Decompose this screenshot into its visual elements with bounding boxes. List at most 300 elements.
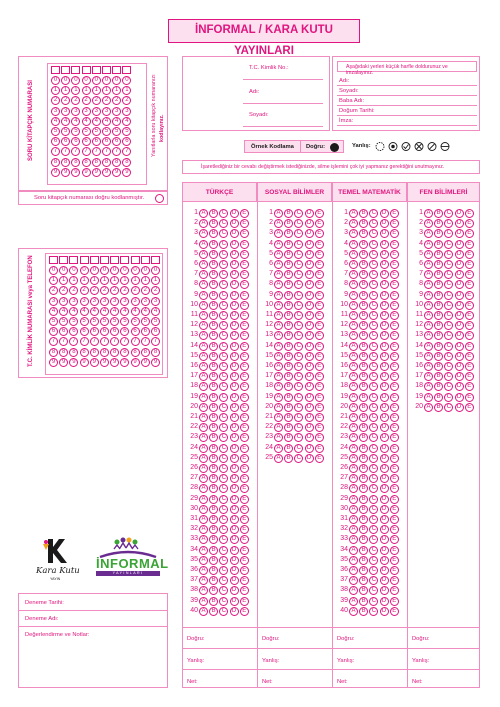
answer-bubble[interactable]: E bbox=[315, 301, 324, 310]
answer-bubble[interactable]: E bbox=[240, 597, 249, 606]
answer-bubble[interactable]: D bbox=[455, 240, 464, 249]
answer-bubble[interactable]: C bbox=[294, 240, 303, 249]
answer-bubble[interactable]: A bbox=[274, 372, 283, 381]
answer-bubble[interactable]: D bbox=[455, 219, 464, 228]
answer-bubble[interactable]: E bbox=[240, 240, 249, 249]
answer-bubble[interactable]: B bbox=[359, 291, 368, 300]
booklet-digit-bubble[interactable]: 9 bbox=[102, 168, 111, 177]
answer-bubble[interactable]: D bbox=[230, 321, 239, 330]
answer-bubble[interactable]: C bbox=[369, 219, 378, 228]
tc-digit-bubble[interactable]: 4 bbox=[110, 307, 119, 316]
answer-bubble[interactable]: A bbox=[199, 362, 208, 371]
answer-bubble[interactable]: E bbox=[240, 495, 249, 504]
answer-bubble[interactable]: A bbox=[199, 474, 208, 483]
answer-bubble[interactable]: C bbox=[369, 525, 378, 534]
answer-bubble[interactable]: A bbox=[274, 382, 283, 391]
answer-bubble[interactable]: D bbox=[230, 597, 239, 606]
booklet-digit-bubble[interactable]: 8 bbox=[61, 158, 70, 167]
tc-digit-bubble[interactable]: 3 bbox=[80, 297, 89, 306]
answer-bubble[interactable]: D bbox=[455, 382, 464, 391]
tc-digit-bubble[interactable]: 2 bbox=[110, 286, 119, 295]
answer-bubble[interactable]: C bbox=[369, 423, 378, 432]
answer-bubble[interactable]: D bbox=[455, 270, 464, 279]
answer-bubble[interactable]: B bbox=[434, 240, 443, 249]
answer-bubble[interactable]: C bbox=[369, 382, 378, 391]
answer-bubble[interactable]: C bbox=[369, 260, 378, 269]
answer-bubble[interactable]: A bbox=[274, 260, 283, 269]
answer-bubble[interactable]: E bbox=[240, 433, 249, 442]
answer-bubble[interactable]: E bbox=[465, 291, 474, 300]
answer-bubble[interactable]: B bbox=[209, 352, 218, 361]
answer-bubble[interactable]: E bbox=[465, 321, 474, 330]
tc-digit-bubble[interactable]: 5 bbox=[120, 317, 129, 326]
answer-bubble[interactable]: C bbox=[219, 291, 228, 300]
answer-bubble[interactable]: C bbox=[444, 240, 453, 249]
tc-digit-bubble[interactable]: 0 bbox=[120, 266, 129, 275]
answer-bubble[interactable]: A bbox=[349, 444, 358, 453]
answer-bubble[interactable]: D bbox=[380, 495, 389, 504]
answer-bubble[interactable]: C bbox=[444, 301, 453, 310]
booklet-digit-bubble[interactable]: 5 bbox=[82, 127, 91, 136]
booklet-digit-bubble[interactable]: 7 bbox=[61, 147, 70, 156]
answer-bubble[interactable]: E bbox=[240, 250, 249, 259]
tc-digit-bubble[interactable]: 5 bbox=[49, 317, 58, 326]
answer-bubble[interactable]: B bbox=[284, 311, 293, 320]
answer-bubble[interactable]: C bbox=[294, 433, 303, 442]
answer-bubble[interactable]: B bbox=[284, 219, 293, 228]
tc-digit-bubble[interactable]: 0 bbox=[141, 266, 150, 275]
answer-bubble[interactable]: A bbox=[349, 474, 358, 483]
answer-bubble[interactable]: D bbox=[230, 403, 239, 412]
answer-bubble[interactable]: D bbox=[305, 423, 314, 432]
tc-write-box[interactable] bbox=[131, 256, 140, 264]
answer-bubble[interactable]: C bbox=[219, 331, 228, 340]
answer-bubble[interactable]: D bbox=[230, 535, 239, 544]
booklet-digit-bubble[interactable]: 7 bbox=[112, 147, 121, 156]
answer-bubble[interactable]: D bbox=[380, 280, 389, 289]
answer-bubble[interactable]: A bbox=[424, 260, 433, 269]
answer-bubble[interactable]: C bbox=[369, 586, 378, 595]
booklet-digit-bubble[interactable]: 5 bbox=[71, 127, 80, 136]
answer-bubble[interactable]: C bbox=[369, 515, 378, 524]
tc-digit-bubble[interactable]: 3 bbox=[151, 297, 160, 306]
answer-bubble[interactable]: E bbox=[315, 240, 324, 249]
answer-bubble[interactable]: B bbox=[359, 505, 368, 514]
tc-digit-bubble[interactable]: 1 bbox=[100, 276, 109, 285]
answer-bubble[interactable]: E bbox=[465, 393, 474, 402]
answer-bubble[interactable]: C bbox=[294, 219, 303, 228]
answer-bubble[interactable]: B bbox=[434, 270, 443, 279]
answer-bubble[interactable]: D bbox=[380, 444, 389, 453]
answer-bubble[interactable]: A bbox=[199, 515, 208, 524]
answer-bubble[interactable]: C bbox=[294, 423, 303, 432]
answer-bubble[interactable]: B bbox=[359, 444, 368, 453]
tc-digit-bubble[interactable]: 4 bbox=[59, 307, 68, 316]
answer-bubble[interactable]: C bbox=[369, 566, 378, 575]
answer-bubble[interactable]: D bbox=[380, 331, 389, 340]
answer-bubble[interactable]: B bbox=[359, 433, 368, 442]
answer-bubble[interactable]: B bbox=[434, 342, 443, 351]
answer-bubble[interactable]: D bbox=[305, 260, 314, 269]
answer-bubble[interactable]: B bbox=[284, 423, 293, 432]
answer-bubble[interactable]: E bbox=[240, 382, 249, 391]
tc-digit-bubble[interactable]: 4 bbox=[141, 307, 150, 316]
tc-digit-bubble[interactable]: 2 bbox=[131, 286, 140, 295]
answer-bubble[interactable]: B bbox=[284, 342, 293, 351]
answer-bubble[interactable]: D bbox=[305, 311, 314, 320]
tc-digit-bubble[interactable]: 4 bbox=[69, 307, 78, 316]
answer-bubble[interactable]: E bbox=[240, 260, 249, 269]
answer-bubble[interactable]: C bbox=[219, 382, 228, 391]
answer-bubble[interactable]: E bbox=[390, 525, 399, 534]
answer-bubble[interactable]: D bbox=[230, 250, 239, 259]
answer-bubble[interactable]: C bbox=[369, 464, 378, 473]
booklet-digit-bubble[interactable]: 5 bbox=[102, 127, 111, 136]
booklet-digit-bubble[interactable]: 8 bbox=[92, 158, 101, 167]
booklet-digit-bubble[interactable]: 0 bbox=[71, 76, 80, 85]
answer-bubble[interactable]: D bbox=[455, 403, 464, 412]
answer-bubble[interactable]: C bbox=[369, 403, 378, 412]
answer-bubble[interactable]: B bbox=[209, 454, 218, 463]
answer-bubble[interactable]: B bbox=[434, 260, 443, 269]
answer-bubble[interactable]: E bbox=[390, 331, 399, 340]
answer-bubble[interactable]: D bbox=[455, 321, 464, 330]
answer-bubble[interactable]: A bbox=[424, 280, 433, 289]
answer-bubble[interactable]: C bbox=[219, 301, 228, 310]
tc-digit-bubble[interactable]: 7 bbox=[151, 337, 160, 346]
answer-bubble[interactable]: C bbox=[219, 525, 228, 534]
answer-bubble[interactable]: A bbox=[424, 311, 433, 320]
answer-bubble[interactable]: B bbox=[359, 260, 368, 269]
answer-bubble[interactable]: E bbox=[465, 372, 474, 381]
answer-bubble[interactable]: C bbox=[444, 403, 453, 412]
answer-bubble[interactable]: E bbox=[465, 250, 474, 259]
booklet-digit-bubble[interactable]: 0 bbox=[82, 76, 91, 85]
answer-bubble[interactable]: D bbox=[230, 546, 239, 555]
answer-bubble[interactable]: B bbox=[434, 372, 443, 381]
answer-bubble[interactable]: E bbox=[390, 342, 399, 351]
answer-bubble[interactable]: A bbox=[349, 423, 358, 432]
answer-bubble[interactable]: A bbox=[199, 403, 208, 412]
tc-write-box[interactable] bbox=[120, 256, 129, 264]
answer-bubble[interactable]: A bbox=[349, 597, 358, 606]
answer-bubble[interactable]: B bbox=[359, 515, 368, 524]
answer-bubble[interactable]: C bbox=[219, 321, 228, 330]
answer-bubble[interactable]: C bbox=[219, 607, 228, 616]
answer-bubble[interactable]: C bbox=[219, 362, 228, 371]
answer-bubble[interactable]: E bbox=[390, 505, 399, 514]
answer-bubble[interactable]: B bbox=[359, 546, 368, 555]
answer-bubble[interactable]: A bbox=[349, 209, 358, 218]
answer-bubble[interactable]: C bbox=[219, 352, 228, 361]
answer-bubble[interactable]: A bbox=[424, 342, 433, 351]
answer-bubble[interactable]: D bbox=[380, 342, 389, 351]
answer-bubble[interactable]: A bbox=[424, 372, 433, 381]
answer-bubble[interactable]: C bbox=[369, 597, 378, 606]
answer-bubble[interactable]: B bbox=[359, 484, 368, 493]
answer-bubble[interactable]: A bbox=[274, 454, 283, 463]
answer-bubble[interactable]: A bbox=[199, 280, 208, 289]
answer-bubble[interactable]: D bbox=[230, 280, 239, 289]
booklet-write-box[interactable] bbox=[92, 66, 101, 74]
answer-bubble[interactable]: D bbox=[455, 331, 464, 340]
booklet-digit-bubble[interactable]: 1 bbox=[92, 86, 101, 95]
answer-bubble[interactable]: B bbox=[284, 454, 293, 463]
answer-bubble[interactable]: C bbox=[369, 229, 378, 238]
answer-bubble[interactable]: C bbox=[369, 240, 378, 249]
answer-bubble[interactable]: E bbox=[390, 301, 399, 310]
answer-bubble[interactable]: E bbox=[240, 474, 249, 483]
booklet-digit-bubble[interactable]: 4 bbox=[71, 117, 80, 126]
answer-bubble[interactable]: D bbox=[230, 229, 239, 238]
tc-digit-bubble[interactable]: 8 bbox=[141, 348, 150, 357]
answer-bubble[interactable]: E bbox=[240, 423, 249, 432]
answer-bubble[interactable]: A bbox=[199, 382, 208, 391]
tc-digit-bubble[interactable]: 7 bbox=[100, 337, 109, 346]
answer-bubble[interactable]: C bbox=[369, 607, 378, 616]
answer-bubble[interactable]: B bbox=[359, 423, 368, 432]
answer-bubble[interactable]: A bbox=[199, 219, 208, 228]
answer-bubble[interactable]: D bbox=[230, 556, 239, 565]
answer-bubble[interactable]: B bbox=[359, 454, 368, 463]
answer-bubble[interactable]: B bbox=[284, 433, 293, 442]
answer-bubble[interactable]: E bbox=[390, 566, 399, 575]
answer-bubble[interactable]: C bbox=[444, 250, 453, 259]
answer-bubble[interactable]: A bbox=[199, 413, 208, 422]
answer-bubble[interactable]: D bbox=[230, 311, 239, 320]
booklet-digit-bubble[interactable]: 5 bbox=[92, 127, 101, 136]
answer-bubble[interactable]: E bbox=[465, 382, 474, 391]
answer-bubble[interactable]: A bbox=[349, 250, 358, 259]
answer-bubble[interactable]: B bbox=[209, 474, 218, 483]
booklet-digit-bubble[interactable]: 2 bbox=[112, 96, 121, 105]
tc-digit-bubble[interactable]: 0 bbox=[131, 266, 140, 275]
answer-bubble[interactable]: B bbox=[209, 556, 218, 565]
answer-bubble[interactable]: B bbox=[434, 280, 443, 289]
answer-bubble[interactable]: D bbox=[380, 515, 389, 524]
answer-bubble[interactable]: C bbox=[219, 464, 228, 473]
answer-bubble[interactable]: E bbox=[315, 382, 324, 391]
answer-bubble[interactable]: C bbox=[294, 454, 303, 463]
answer-bubble[interactable]: E bbox=[240, 525, 249, 534]
answer-bubble[interactable]: A bbox=[349, 576, 358, 585]
answer-bubble[interactable]: D bbox=[305, 444, 314, 453]
answer-bubble[interactable]: C bbox=[219, 209, 228, 218]
answer-bubble[interactable]: A bbox=[349, 556, 358, 565]
answer-bubble[interactable]: C bbox=[219, 413, 228, 422]
answer-bubble[interactable]: A bbox=[349, 535, 358, 544]
answer-bubble[interactable]: E bbox=[315, 433, 324, 442]
booklet-digit-bubble[interactable]: 9 bbox=[82, 168, 91, 177]
answer-bubble[interactable]: C bbox=[294, 301, 303, 310]
answer-bubble[interactable]: A bbox=[274, 423, 283, 432]
answer-bubble[interactable]: E bbox=[390, 291, 399, 300]
answer-bubble[interactable]: E bbox=[315, 331, 324, 340]
tc-digit-bubble[interactable]: 5 bbox=[80, 317, 89, 326]
answer-bubble[interactable]: E bbox=[390, 474, 399, 483]
answer-bubble[interactable]: B bbox=[359, 393, 368, 402]
answer-bubble[interactable]: B bbox=[209, 433, 218, 442]
answer-bubble[interactable]: C bbox=[444, 270, 453, 279]
answer-bubble[interactable]: D bbox=[380, 352, 389, 361]
answer-bubble[interactable]: C bbox=[219, 546, 228, 555]
answer-bubble[interactable]: A bbox=[349, 566, 358, 575]
tc-digit-bubble[interactable]: 1 bbox=[120, 276, 129, 285]
answer-bubble[interactable]: C bbox=[219, 597, 228, 606]
answer-bubble[interactable]: C bbox=[219, 372, 228, 381]
answer-bubble[interactable]: B bbox=[434, 393, 443, 402]
answer-bubble[interactable]: A bbox=[349, 546, 358, 555]
answer-bubble[interactable]: C bbox=[219, 229, 228, 238]
answer-bubble[interactable]: B bbox=[209, 291, 218, 300]
answer-bubble[interactable]: D bbox=[455, 229, 464, 238]
answer-bubble[interactable]: B bbox=[359, 597, 368, 606]
answer-bubble[interactable]: D bbox=[305, 362, 314, 371]
booklet-write-box[interactable] bbox=[122, 66, 131, 74]
answer-bubble[interactable]: D bbox=[455, 372, 464, 381]
tc-digit-bubble[interactable]: 7 bbox=[49, 337, 58, 346]
answer-bubble[interactable]: A bbox=[424, 240, 433, 249]
answer-bubble[interactable]: A bbox=[199, 484, 208, 493]
answer-bubble[interactable]: E bbox=[390, 280, 399, 289]
answer-bubble[interactable]: C bbox=[444, 321, 453, 330]
answer-bubble[interactable]: E bbox=[240, 311, 249, 320]
answer-bubble[interactable]: A bbox=[349, 270, 358, 279]
answer-bubble[interactable]: E bbox=[240, 566, 249, 575]
answer-bubble[interactable]: B bbox=[284, 321, 293, 330]
answer-bubble[interactable]: C bbox=[294, 260, 303, 269]
answer-bubble[interactable]: B bbox=[284, 413, 293, 422]
tc-digit-bubble[interactable]: 0 bbox=[59, 266, 68, 275]
answer-bubble[interactable]: C bbox=[294, 321, 303, 330]
answer-bubble[interactable]: E bbox=[390, 586, 399, 595]
answer-bubble[interactable]: C bbox=[294, 413, 303, 422]
answer-bubble[interactable]: B bbox=[209, 209, 218, 218]
tc-digit-bubble[interactable]: 0 bbox=[110, 266, 119, 275]
answer-bubble[interactable]: C bbox=[219, 495, 228, 504]
answer-bubble[interactable]: D bbox=[230, 495, 239, 504]
tc-digit-bubble[interactable]: 7 bbox=[90, 337, 99, 346]
booklet-digit-bubble[interactable]: 1 bbox=[51, 86, 60, 95]
answer-bubble[interactable]: E bbox=[240, 291, 249, 300]
answer-bubble[interactable]: C bbox=[294, 250, 303, 259]
answer-bubble[interactable]: E bbox=[240, 444, 249, 453]
answer-bubble[interactable]: C bbox=[369, 291, 378, 300]
booklet-digit-bubble[interactable]: 9 bbox=[71, 168, 80, 177]
answer-bubble[interactable]: D bbox=[380, 586, 389, 595]
answer-bubble[interactable]: A bbox=[199, 393, 208, 402]
booklet-digit-bubble[interactable]: 9 bbox=[122, 168, 131, 177]
answer-bubble[interactable]: E bbox=[390, 362, 399, 371]
answer-bubble[interactable]: B bbox=[359, 566, 368, 575]
answer-bubble[interactable]: B bbox=[209, 413, 218, 422]
answer-bubble[interactable]: B bbox=[284, 331, 293, 340]
answer-bubble[interactable]: D bbox=[230, 484, 239, 493]
answer-bubble[interactable]: C bbox=[444, 229, 453, 238]
answer-bubble[interactable]: D bbox=[380, 474, 389, 483]
booklet-digit-bubble[interactable]: 6 bbox=[92, 137, 101, 146]
answer-bubble[interactable]: D bbox=[230, 423, 239, 432]
answer-bubble[interactable]: C bbox=[219, 505, 228, 514]
booklet-digit-bubble[interactable]: 2 bbox=[102, 96, 111, 105]
answer-bubble[interactable]: C bbox=[219, 311, 228, 320]
booklet-digit-bubble[interactable]: 0 bbox=[112, 76, 121, 85]
tc-digit-bubble[interactable]: 2 bbox=[69, 286, 78, 295]
answer-bubble[interactable]: E bbox=[390, 250, 399, 259]
answer-bubble[interactable]: B bbox=[359, 321, 368, 330]
booklet-write-box[interactable] bbox=[71, 66, 80, 74]
answer-bubble[interactable]: B bbox=[209, 525, 218, 534]
answer-bubble[interactable]: C bbox=[219, 454, 228, 463]
answer-bubble[interactable]: C bbox=[219, 219, 228, 228]
answer-bubble[interactable]: D bbox=[305, 382, 314, 391]
answer-bubble[interactable]: D bbox=[305, 393, 314, 402]
booklet-digit-bubble[interactable]: 4 bbox=[92, 117, 101, 126]
answer-bubble[interactable]: E bbox=[240, 209, 249, 218]
tc-digit-bubble[interactable]: 6 bbox=[151, 327, 160, 336]
answer-bubble[interactable]: D bbox=[455, 291, 464, 300]
answer-bubble[interactable]: A bbox=[274, 250, 283, 259]
tc-digit-bubble[interactable]: 6 bbox=[110, 327, 119, 336]
tc-digit-bubble[interactable]: 9 bbox=[120, 358, 129, 367]
answer-bubble[interactable]: D bbox=[380, 372, 389, 381]
answer-bubble[interactable]: B bbox=[359, 607, 368, 616]
booklet-digit-bubble[interactable]: 7 bbox=[51, 147, 60, 156]
answer-bubble[interactable]: E bbox=[240, 403, 249, 412]
answer-bubble[interactable]: B bbox=[284, 382, 293, 391]
answer-bubble[interactable]: D bbox=[230, 382, 239, 391]
answer-bubble[interactable]: C bbox=[369, 372, 378, 381]
answer-bubble[interactable]: E bbox=[390, 413, 399, 422]
answer-bubble[interactable]: E bbox=[390, 423, 399, 432]
answer-bubble[interactable]: E bbox=[240, 515, 249, 524]
answer-bubble[interactable]: D bbox=[305, 352, 314, 361]
answer-bubble[interactable]: E bbox=[465, 240, 474, 249]
booklet-digit-bubble[interactable]: 5 bbox=[112, 127, 121, 136]
booklet-digit-bubble[interactable]: 1 bbox=[61, 86, 70, 95]
answer-bubble[interactable]: B bbox=[209, 515, 218, 524]
answer-bubble[interactable]: D bbox=[380, 321, 389, 330]
answer-bubble[interactable]: E bbox=[240, 342, 249, 351]
answer-bubble[interactable]: E bbox=[465, 331, 474, 340]
answer-bubble[interactable]: B bbox=[209, 546, 218, 555]
answer-bubble[interactable]: E bbox=[390, 240, 399, 249]
answer-bubble[interactable]: B bbox=[209, 586, 218, 595]
answer-bubble[interactable]: E bbox=[315, 260, 324, 269]
answer-bubble[interactable]: E bbox=[390, 556, 399, 565]
answer-bubble[interactable]: D bbox=[230, 209, 239, 218]
answer-bubble[interactable]: D bbox=[230, 352, 239, 361]
answer-bubble[interactable]: B bbox=[359, 280, 368, 289]
answer-bubble[interactable]: C bbox=[444, 219, 453, 228]
answer-bubble[interactable]: D bbox=[305, 219, 314, 228]
answer-bubble[interactable]: E bbox=[315, 454, 324, 463]
answer-bubble[interactable]: B bbox=[209, 464, 218, 473]
answer-bubble[interactable]: C bbox=[294, 291, 303, 300]
answer-bubble[interactable]: E bbox=[315, 342, 324, 351]
tc-write-box[interactable] bbox=[80, 256, 89, 264]
answer-bubble[interactable]: E bbox=[240, 607, 249, 616]
answer-bubble[interactable]: C bbox=[219, 250, 228, 259]
tc-digit-bubble[interactable]: 6 bbox=[120, 327, 129, 336]
answer-bubble[interactable]: C bbox=[294, 372, 303, 381]
answer-bubble[interactable]: A bbox=[199, 301, 208, 310]
tc-digit-bubble[interactable]: 4 bbox=[120, 307, 129, 316]
answer-bubble[interactable]: A bbox=[199, 576, 208, 585]
tc-digit-bubble[interactable]: 8 bbox=[90, 348, 99, 357]
answer-bubble[interactable]: A bbox=[199, 342, 208, 351]
booklet-digit-bubble[interactable]: 7 bbox=[102, 147, 111, 156]
